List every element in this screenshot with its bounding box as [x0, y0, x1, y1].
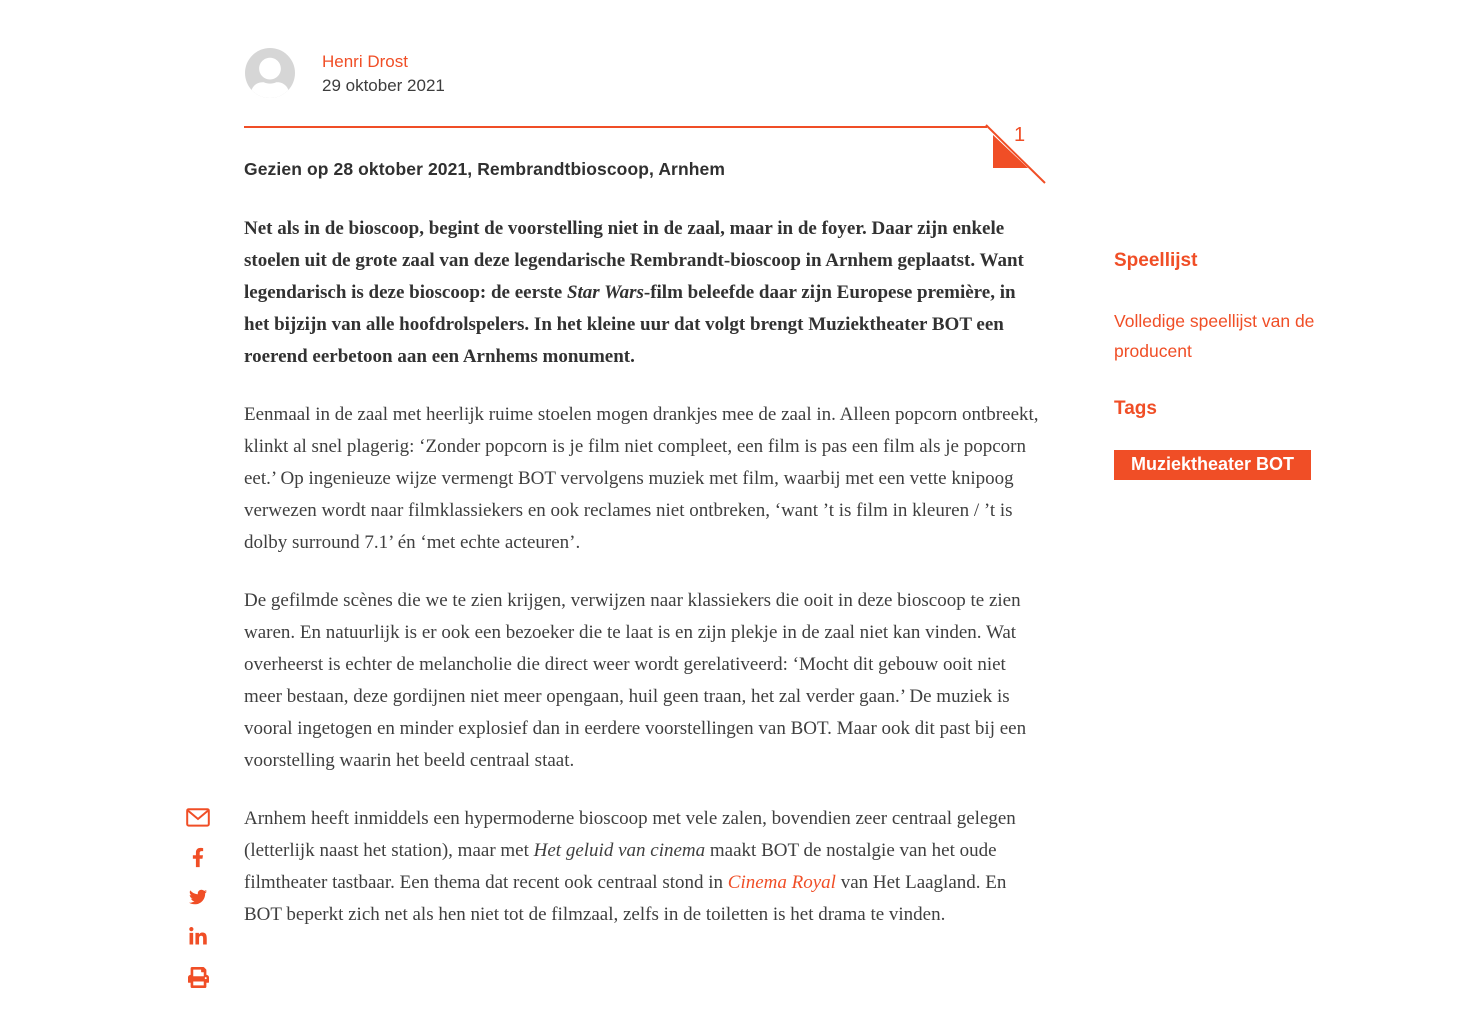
twitter-icon: [187, 888, 209, 906]
article-text-segment: De gefilmde scènes die we te zien krijgen, verwijzen naar klassiekers die ooit in deze bioscoop te zien waren. En natuurlijk is er ook een bezoeker die te laat is en zijn plekje in de zaal niet kan vinden. Wat overheerst is echter de melancholie die direct weer wordt gerelativeerd: ‘Mocht dit gebouw ooit niet meer bestaan, deze gordijnen niet meer opengaan, huil geen traan, het zal verder gaan.’ De muziek is vooral ingetogen en minder explosief dan in eerdere voorstellingen van BOT. Maar ook dit past bij een voorstelling waarin het beeld centraal staat.: [244, 590, 1027, 771]
article-text-segment: -film beleefde daar zijn Europese première, in het bijzijn van alle hoofdrolspelers. In het kleine uur dat volgt brengt Muziektheater BOT een roerend eerbetoon aan een Arnhems monument.: [244, 282, 1016, 367]
author-block: [245, 48, 445, 98]
article-text-segment: maakt BOT de nostalgie van het oude filmtheater tastbaar. Een thema dat recent ook centraal stond in: [244, 840, 997, 893]
article-text-segment: Arnhem heeft inmiddels een hypermoderne bioscoop met vele zalen, bovendien zeer centraal gelegen (letterlijk naast het station), maar met: [244, 808, 1016, 861]
accent-divider: [244, 126, 987, 128]
article-paragraph: [244, 803, 1044, 931]
share-email-button[interactable]: [186, 806, 210, 828]
article-body: [244, 213, 1044, 957]
person-icon: [251, 57, 289, 98]
share-column: [185, 806, 211, 988]
article-inline-link[interactable]: Cinema Royal: [727, 872, 836, 893]
publish-date: 29 oktober 2021: [322, 76, 445, 95]
printer-icon: [188, 967, 209, 988]
playlist-link[interactable]: Volledige speellijst van de producent: [1114, 311, 1315, 361]
envelope-icon: [186, 808, 210, 827]
linkedin-icon: [188, 927, 208, 947]
sidebar: [1114, 250, 1354, 480]
author-avatar: [245, 48, 295, 98]
article-text-segment: Eenmaal in de zaal met heerlijk ruime stoelen mogen drankjes mee de zaal in. Alleen popcorn ontbreekt, klinkt al snel plagerig: ‘Zonder popcorn is je film niet compleet, een film is pas een film als je popcorn eet.’ Op ingenieuze wijze vermengt BOT vervolgens muziek met film, waarbij met een vette knipoog verwezen wordt naar filmklassiekers en ook reclames niet ontbreken, ‘want ’t is film in kleuren / ’t is dolby surround 7.1’ én ‘met echte acteuren’.: [244, 404, 1039, 553]
article-paragraph: [244, 399, 1044, 559]
article-text-segment: Star Wars: [566, 282, 644, 303]
tags-heading: Tags: [1114, 398, 1157, 419]
share-print-button[interactable]: [186, 966, 210, 988]
facebook-icon: [192, 847, 204, 868]
article-paragraph: [244, 213, 1044, 373]
share-twitter-button[interactable]: [186, 886, 210, 908]
share-linkedin-button[interactable]: [186, 926, 210, 948]
article-text-segment: Het geluid van cinema: [533, 840, 706, 861]
author-name-link[interactable]: Henri Drost: [322, 52, 408, 71]
tag-list: [1114, 450, 1354, 480]
article-text-segment: van Het Laagland. En BOT beperkt zich net als hen niet tot de filmzaal, zelfs in de toiletten is het drama te vinden.: [244, 872, 1007, 925]
dog-ear-decoration: [980, 118, 1052, 186]
article-paragraph: [244, 585, 1044, 777]
comment-count[interactable]: 1: [1014, 124, 1026, 146]
tag-button[interactable]: Muziektheater BOT: [1114, 450, 1311, 480]
performance-seen-line: Gezien op 28 oktober 2021, Rembrandtbioscoop, Arnhem: [244, 159, 726, 179]
playlist-heading: Speellijst: [1114, 250, 1198, 271]
share-facebook-button[interactable]: [186, 846, 210, 868]
article-text-segment: Net als in de bioscoop, begint de voorstelling niet in de zaal, maar in de foyer. Daar zijn enkele stoelen uit de grote zaal van deze legendarische Rembrandt-bioscoop in Arnhem geplaatst. Want legendarisch is deze bioscoop: de eerste: [244, 218, 1024, 303]
